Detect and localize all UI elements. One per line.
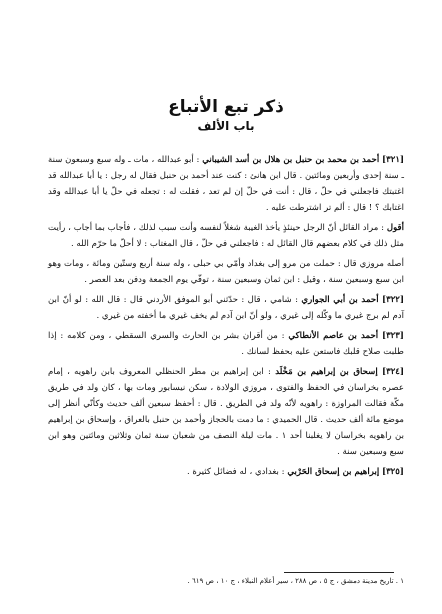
footnote: ١ . تاريخ مدينة دمشق ، ج ٥ ، ص ٢٨٨ ، سير أعلام النبلاء ، ج ١٠ ، ص ٦١٩ .	[187, 577, 404, 585]
entry-name: أحمد بن محمد بن حنبل بن هلال بن أسد الشيباني	[202, 155, 380, 165]
entry-323	[48, 328, 404, 360]
entry-body: : أبو عبدالله ، مات ـ وله سبع وسبعون سنة ـ سنة إحدى وأربعين ومائتين . قال ابن هانئ : كنت عند أحمد بن حنبل فقال له رجل : يا أبا عبدالله قد اغتبتك فاجعلني في حلّ ، قال : أنت في حلّ إن لم تعد ، فقلت له : تجعله في حلّ يا أبا عبدالله وقد اغتابك ؟ ! قال : ألم تر اشترطت عليه .	[48, 155, 404, 213]
entry-body: أصله مروزي قال : حملت من مرو إلى بغداد وأمّي بي حبلى ، وله سنة أربع وستّين ومائة ، ومات وهو ابن سبع وسبعين سنة ، وقيل : ابن ثمان وسبعين سنة ، توفّي يوم الجمعة ودفن بعد العصر .	[48, 259, 404, 285]
entry-body: : شامي ، قال : حدّثني أبو الموفق الأردني قال : قال الله : لو أنّ ابن آدم لم برج غيري ما وكّله إلى غيري ، ولو أنّ ابن آدم لم يخف غيري ما أخفته من غيري .	[48, 295, 404, 321]
entry-325	[48, 464, 404, 480]
entry-number: [٣٢٥]	[381, 467, 404, 477]
entry-name: أحمد بن عاصم الأنطاكي	[288, 331, 379, 341]
entry-name: إبراهيم بن إسحاق الحَرْبي	[287, 467, 380, 477]
entry-body: : مراد القائل أنّ الرجل حينئذٍ يأخذ الغيبة شغلاً لنفسه وأنت سبب لذلك ، فأجاب بما أجاب ، رأيت مثل ذلك في كلام بعضهم قال القائل له : فاجعلني في حلّ ، قال المغتاب : لا أحلّ ما حرّم الله .	[48, 223, 404, 249]
section-title: باب الألف	[197, 119, 255, 133]
entry-name: أحمد بن أبي الجواري	[301, 295, 379, 305]
entry-body: : ابن إبراهيم بن مطر الحنظلي المعروف بابن راهويه ، إمام عصره بخراسان في الحفظ والفتوى ، مروزي الولادة ، سكن نيسابور ومات بها ، كان ولد في طريق مكّة فقالت المراوزة : راهويه لأنّه ولد في الطريق . قال : أحفظ سبعين ألف حديث وكأنّي أنظر إلى موضع مائة ألف حديث . قال الحميدي : ما دمت بالحجاز وأحمد بن حنبل بالعراق ، وإسحاق بن إبراهيم بن راهويه بخراسان لا يغلبنا أحد ١ . مات ليلة النصف من شعبان سنة ثمان وثلاثين ومائتين وهو ابن سبع وسبعين سنة .	[48, 367, 404, 457]
entry-322	[48, 292, 404, 324]
footnote-divider	[284, 572, 394, 573]
entry-number: [٣٢٢]	[382, 295, 405, 305]
page-content	[48, 96, 404, 484]
entry-body: : من أقران بشر بن الحارث والسري السقطي ، ومن كلامه : إذا طلبت صلاح قلبك فاستعن عليه بحفظ لسانك .	[48, 331, 404, 357]
entry-body: : بغدادي ، له فضائل كثيرة .	[186, 467, 285, 477]
entry-321	[48, 152, 404, 216]
entry-number: [٣٢١]	[382, 155, 405, 165]
entry-324	[48, 364, 404, 460]
entry-paragraph	[48, 256, 404, 288]
entry-number: [٣٢٣]	[381, 331, 404, 341]
entry-name: إسحاق بن إبراهيم بن مَخْلَد	[275, 367, 378, 377]
entry-name: أقول	[386, 223, 405, 233]
entry-note-aqul	[48, 220, 404, 252]
entry-number: [٣٢٤]	[382, 367, 405, 377]
chapter-title: ذكر تبع الأتباع	[168, 97, 284, 117]
